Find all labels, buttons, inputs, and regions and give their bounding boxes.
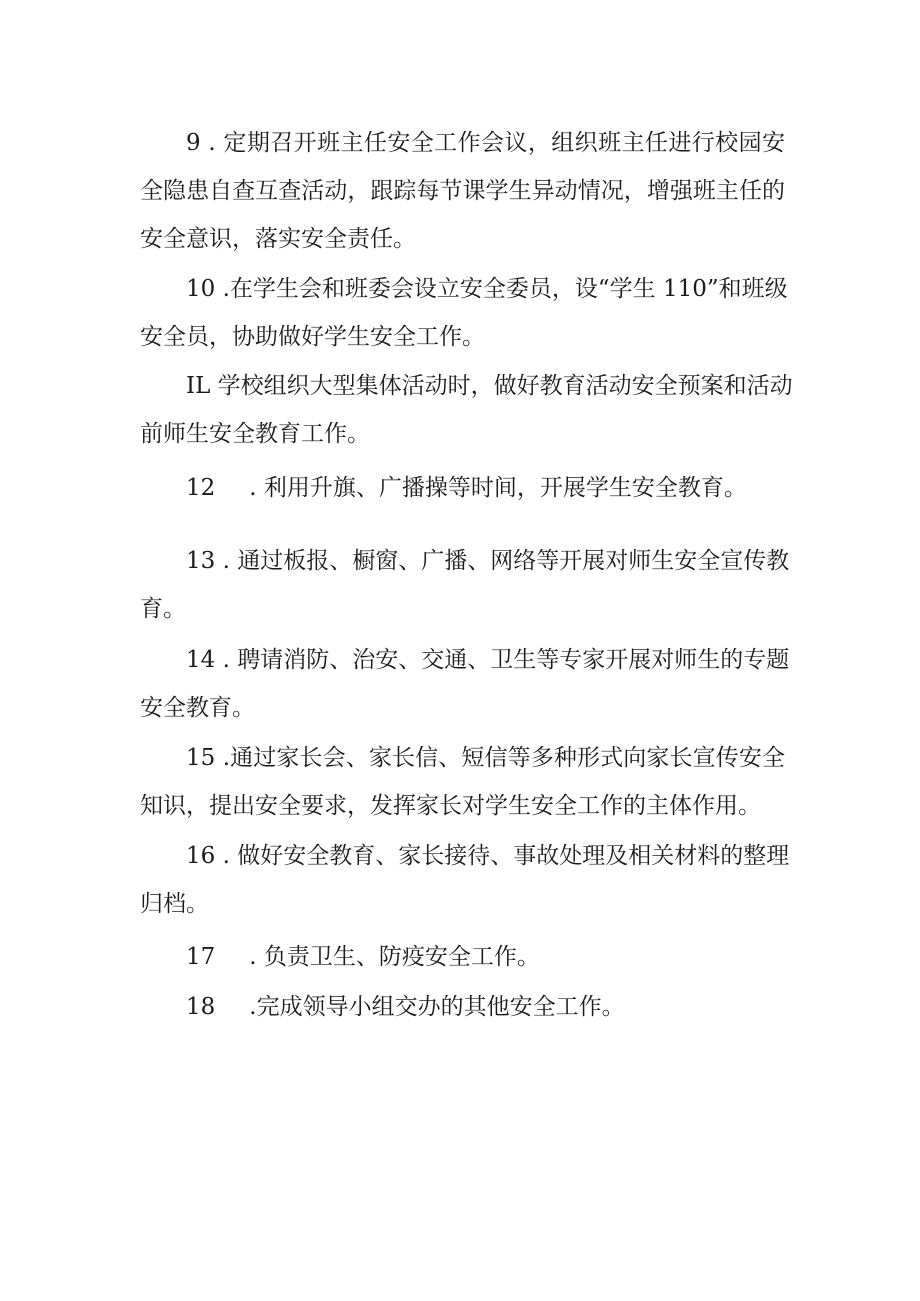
item-12-line-1 [140,464,785,512]
list-item-12 [140,464,785,512]
item-9-line-3: 安全意识，落实安全责任。 [140,226,416,252]
item-15-line-2: 知识，提出安全要求，发挥家长对学生安全工作的主体作用。 [140,793,761,819]
item-11-line-2: 前师生安全教育工作。 [140,421,370,447]
item-12-text: . 利用升旗、广播操等时间，开展学生安全教育。 [249,475,747,501]
list-item-10 [140,265,788,361]
item-10-line-1: 10 .在学生会和班委会设立安全委员，设“学生 110”和班级 [186,276,788,302]
item-18-number: 18 [186,994,216,1020]
list-item-16 [140,832,790,928]
item-13-line-1: 13 . 通过板报、橱窗、广播、网络等开展对师生安全宣传教 [186,548,790,574]
item-14-line-1: 14 . 聘请消防、治安、交通、卫生等专家开展对师生的专题 [186,647,790,673]
list-item-15 [140,734,785,830]
item-9-line-2: 全隐患自查互查活动，跟踪每节课学生异动情况，增强班主任的 [140,178,785,204]
item-11-line-1: IL 学校组织大型集体活动时，做好教育活动安全预案和活动 [186,373,793,399]
item-18-text: .完成领导小组交办的其他安全工作。 [249,994,625,1020]
item-12-number: 12 [186,475,216,501]
list-item-17 [140,933,785,981]
list-item-9 [140,119,785,263]
list-item-11 [140,362,793,458]
item-18-line-1 [140,983,785,1031]
item-15-line-1: 15 .通过家长会、家长信、短信等多种形式向家长宣传安全 [186,745,785,771]
item-14-line-2: 安全教育。 [140,695,255,721]
item-17-line-1 [140,933,785,981]
list-item-14 [140,636,790,732]
list-item-13 [140,537,790,633]
item-10-line-2: 安全员，协助做好学生安全工作。 [140,324,485,350]
item-16-line-1: 16 . 做好安全教育、家长接待、事故处理及相关材料的整理 [186,843,790,869]
list-item-18 [140,983,785,1031]
item-17-number: 17 [186,944,216,970]
item-17-text: . 负责卫生、防疫安全工作。 [249,944,540,970]
item-16-line-2: 归档。 [140,891,209,917]
item-13-line-2: 育。 [140,596,186,622]
item-9-line-1: 9 . 定期召开班主任安全工作会议，组织班主任进行校园安 [186,130,785,156]
